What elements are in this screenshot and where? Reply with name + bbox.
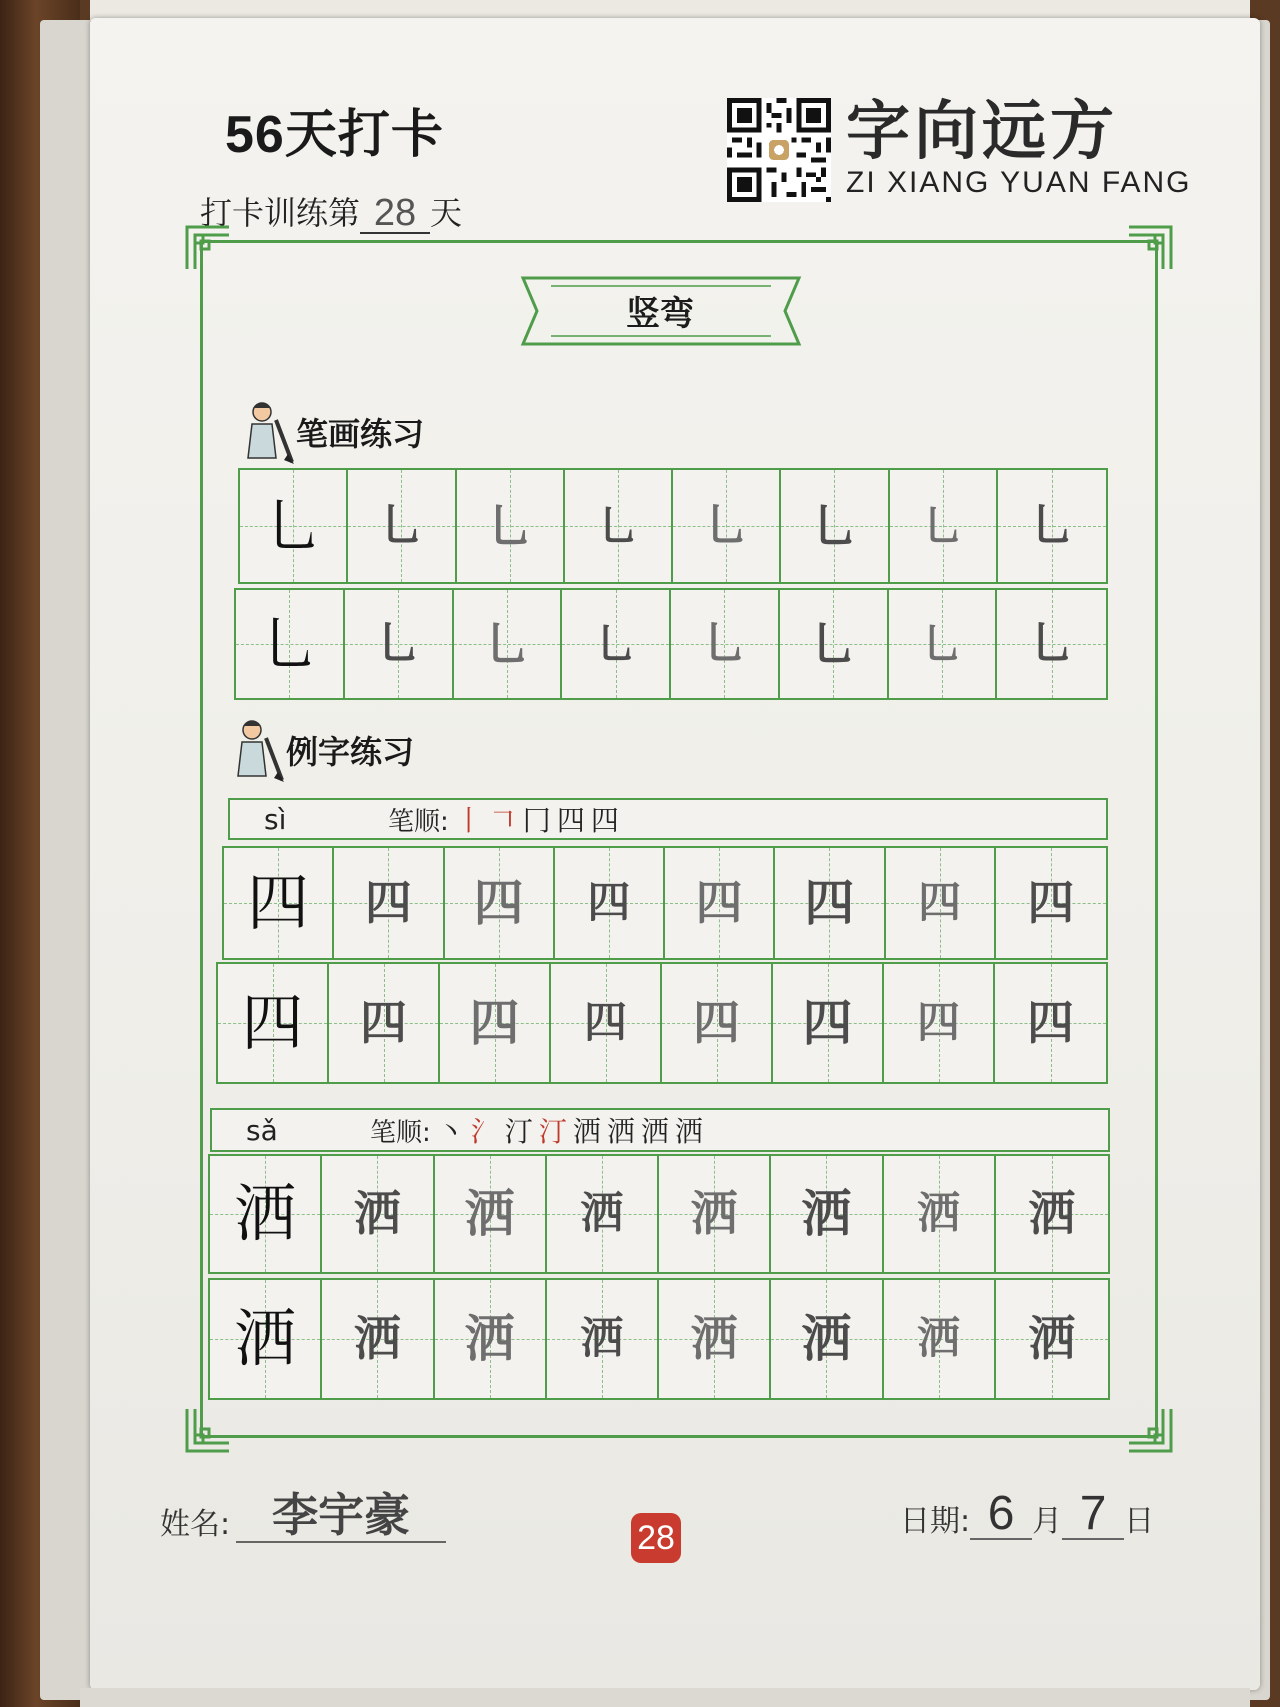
practice-cell [334,848,444,958]
date-day-unit: 日 [1124,1504,1155,1539]
example-practice-row [216,962,1108,1084]
handwritten-character: 四 [917,997,960,1048]
example-practice-row [222,846,1108,960]
handwritten-character: 乚 [1029,500,1074,551]
stroke-order-step: 洒 [640,1115,675,1148]
character-info-bar [210,1108,1110,1152]
stroke-order-label: 笔顺: [388,806,449,837]
handwritten-character: 洒 [353,1186,401,1242]
day-value: 28 [360,194,430,234]
date-month: 6 [970,1490,1032,1540]
handwritten-character: 四 [804,874,855,932]
stroke-order-step: 汀 [504,1115,539,1148]
model-character: 四 [241,986,304,1059]
practice-cell [547,1280,659,1398]
handwritten-character: 四 [693,995,740,1051]
stroke-order-step: 四 [590,804,625,837]
practice-cell [781,470,889,582]
stroke-order-label: 笔顺: [370,1117,431,1148]
handwritten-character: 洒 [801,1185,852,1243]
practice-cell [780,590,889,698]
practice-cell [671,590,780,698]
model-character: 洒 [234,1302,297,1375]
day-counter [200,188,462,234]
handwritten-character: 洒 [1028,1186,1076,1242]
practice-cell [662,964,773,1082]
stroke-name-banner [515,272,805,352]
practice-cell [886,848,996,958]
practice-cell [771,1156,883,1272]
model-cell [240,470,348,582]
example-practice-title: 例字练习 [286,733,415,771]
handwritten-character: 乚 [921,619,963,668]
pinyin: sì [264,802,287,836]
scholar-icon [228,718,284,782]
brand-pinyin: ZI XIANG YUAN FANG [846,166,1192,199]
practice-cell [551,964,662,1082]
practice-cell [889,590,998,698]
model-cell [224,848,334,958]
handwritten-character: 乚 [810,617,857,671]
practice-cell [996,848,1106,958]
practice-cell [435,1156,547,1272]
handwritten-character: 乚 [704,500,749,551]
practice-cell [884,964,995,1082]
stroke-order-step: 洒 [606,1115,641,1148]
example-practice-row [208,1278,1110,1400]
model-cell [218,964,329,1082]
date-label: 日期: [900,1504,971,1539]
practice-cell [673,470,781,582]
date-month-unit: 月 [1032,1504,1063,1539]
day-suffix: 天 [430,194,463,232]
practice-cell [547,1156,659,1272]
practice-cell [659,1280,771,1398]
handwritten-character: 乚 [486,499,533,553]
handwritten-character: 乚 [922,501,964,550]
stroke-order-sequence [437,1110,709,1150]
worksheet-title: 56天打卡 [225,106,444,164]
handwritten-character: 四 [360,995,407,1051]
practice-cell [771,1280,883,1398]
handwritten-character: 洒 [690,1311,738,1367]
handwritten-character: 四 [802,994,853,1052]
stroke-practice-row [238,468,1108,584]
corner-ornament-icon [1127,1407,1173,1453]
handwritten-character: 四 [1027,995,1074,1051]
practice-cell [890,470,998,582]
stroke-order-step: 四 [556,804,591,837]
practice-cell [775,848,885,958]
date-day: 7 [1062,1490,1124,1540]
pinyin: sǎ [246,1113,278,1147]
handwritten-character: 洒 [917,1188,961,1239]
qr-code-icon [727,98,831,202]
practice-cell [329,964,440,1082]
handwritten-character: 四 [364,875,412,931]
stroke-order-step: 洒 [572,1115,607,1148]
handwritten-character: 洒 [801,1310,852,1368]
handwritten-character: 乚 [811,499,858,553]
stroke-order-step: 汀 [538,1115,573,1148]
model-cell [210,1156,322,1272]
next-page-edge [80,1688,1250,1707]
date-field [900,1487,1155,1540]
stroke-order-step: 丶 [436,1115,471,1148]
handwritten-character: 四 [584,997,627,1048]
handwritten-character: 四 [469,994,520,1052]
handwritten-character: 洒 [917,1313,961,1364]
practice-cell [454,590,563,698]
corner-ornament-icon [185,1407,231,1453]
practice-cell [995,964,1106,1082]
handwritten-character: 洒 [464,1185,515,1243]
example-practice-heading [228,718,414,782]
practice-cell [773,964,884,1082]
stroke-order-step: 丨 [454,804,489,837]
practice-cell [555,848,665,958]
model-character: 洒 [234,1177,297,1250]
handwritten-character: 乚 [379,500,424,551]
practice-cell [435,1280,547,1398]
page-number-badge: 28 [631,1513,681,1563]
practice-cell [884,1280,996,1398]
handwritten-character: 四 [918,877,962,928]
practice-cell [884,1156,996,1272]
practice-cell [996,1280,1108,1398]
day-prefix: 打卡训练第 [200,194,361,232]
practice-cell [348,470,456,582]
handwritten-character: 四 [695,875,743,931]
stroke-name: 竖弯 [626,294,694,334]
practice-cell [665,848,775,958]
handwritten-character: 乚 [483,617,530,671]
practice-cell [562,590,671,698]
handwritten-character: 洒 [353,1311,401,1367]
practice-cell [445,848,555,958]
corner-ornament-icon [1127,225,1173,271]
handwritten-character: 乚 [1029,618,1074,669]
handwritten-character: 乚 [595,619,637,668]
stroke-order-step: 𠃍 [488,804,523,837]
stroke-order-step: 洒 [674,1115,709,1148]
practice-cell [997,590,1106,698]
practice-cell [457,470,565,582]
practice-cell [565,470,673,582]
name-label: 姓名: [160,1506,231,1542]
brand-logo: 字向远方 [846,94,1118,169]
name-value: 李宇豪 [236,1490,446,1543]
practice-cell [440,964,551,1082]
practice-cell [345,590,454,698]
practice-cell [322,1280,434,1398]
handwritten-character: 四 [473,874,524,932]
practice-cell [996,1156,1108,1272]
model-character: 乚 [264,492,323,560]
stroke-practice-row [234,588,1108,700]
stroke-order-step: 氵 [470,1115,505,1148]
character-info-bar [228,798,1108,840]
handwritten-character: 洒 [1028,1311,1076,1367]
model-cell [210,1280,322,1398]
handwritten-character: 四 [587,877,631,928]
example-practice-row [208,1154,1110,1274]
stroke-order-sequence [455,799,625,839]
practice-cell [659,1156,771,1272]
handwritten-character: 乚 [376,618,421,669]
model-cell [236,590,345,698]
model-character: 乚 [260,610,319,678]
stroke-practice-title: 笔画练习 [296,415,425,453]
model-character: 四 [247,866,310,939]
handwritten-character: 洒 [580,1313,624,1364]
handwritten-character: 四 [1027,875,1075,931]
handwritten-character: 乚 [597,501,639,550]
handwritten-character: 洒 [464,1310,515,1368]
stroke-order-step: 冂 [522,804,557,837]
practice-cell [998,470,1106,582]
practice-cell [322,1156,434,1272]
handwritten-character: 乚 [702,618,747,669]
scholar-icon [238,400,294,464]
name-field [160,1490,446,1543]
handwritten-character: 洒 [580,1188,624,1239]
handwritten-character: 洒 [690,1186,738,1242]
stroke-practice-heading [238,400,424,464]
corner-ornament-icon [185,225,231,271]
